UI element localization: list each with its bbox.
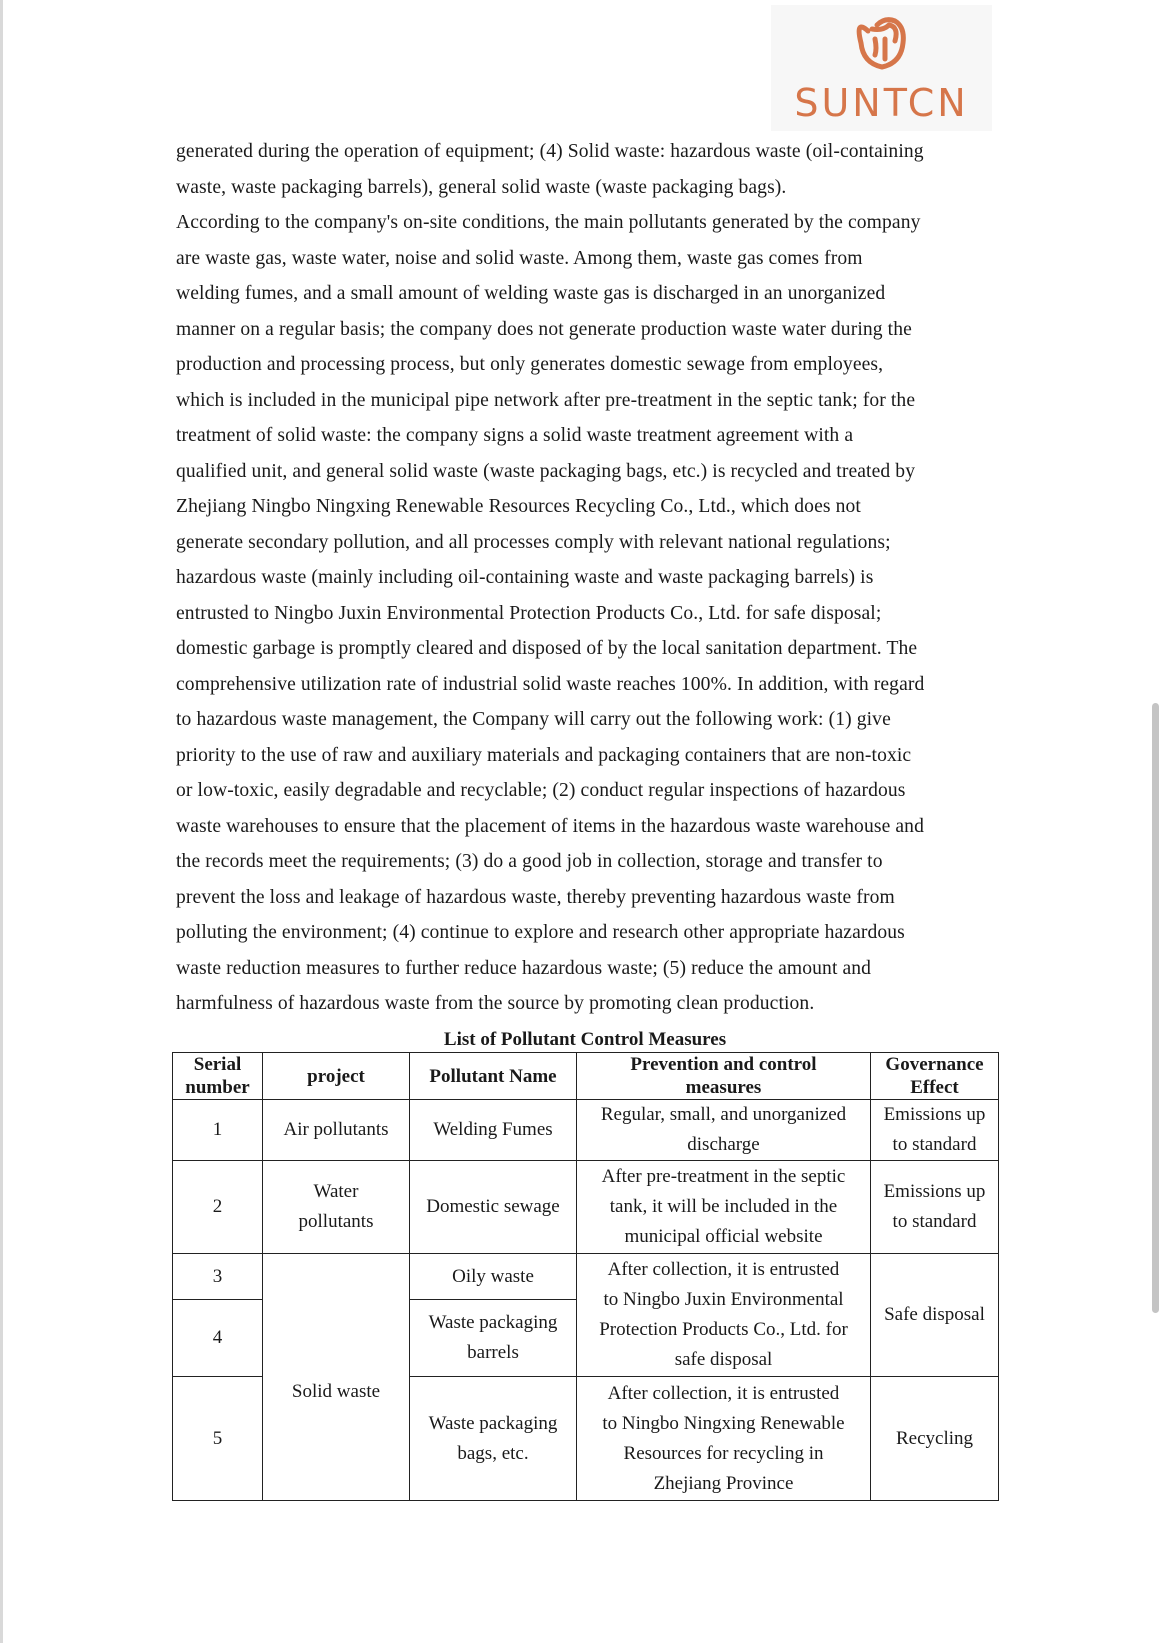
header-serial-number: Serial number: [173, 1053, 263, 1100]
text-line: treatment of solid waste: the company signs a solid waste treatment agreement with a: [176, 425, 854, 446]
table-header-row: [173, 1053, 999, 1100]
logo-wordmark: SUNTCN: [794, 81, 969, 125]
cell-prevention: After pre-treatment in the septic tank, it will be included in the municipal official website: [577, 1161, 871, 1254]
header-governance-effect: Governance Effect: [871, 1053, 999, 1100]
text-line: or low-toxic, easily degradable and recyclable; (2) conduct regular inspections of hazardous: [176, 780, 906, 801]
text-line: entrusted to Ningbo Juxin Environmental Protection Products Co., Ltd. for safe disposal;: [176, 602, 882, 624]
cell-serial: 3: [173, 1254, 263, 1300]
header-project: project: [263, 1053, 410, 1100]
text-line: According to the company's on-site conditions, the main pollutants generated by the company: [176, 212, 921, 233]
cell-serial: 1: [173, 1100, 263, 1161]
pollutant-measures-table: [172, 1052, 999, 1501]
body-paragraph: [176, 134, 1006, 1022]
text-line: polluting the environment; (4) continue to explore and research other appropriate hazardous: [176, 922, 905, 943]
header-prevention-measures: Prevention and control measures: [577, 1053, 871, 1100]
cell-project: Solid waste: [263, 1254, 410, 1501]
cell-pollutant: Waste packaging bags, etc.: [410, 1377, 577, 1501]
cell-serial: 4: [173, 1300, 263, 1377]
cell-project: Water pollutants: [263, 1161, 410, 1254]
cell-effect: Recycling: [871, 1377, 999, 1501]
header-pollutant-name: Pollutant Name: [410, 1053, 577, 1100]
text-line: the records meet the requirements; (3) do a good job in collection, storage and transfer to: [176, 851, 883, 872]
text-line: waste, waste packaging barrels), general solid waste (waste packaging bags).: [176, 176, 787, 198]
cell-effect: Emissions up to standard: [871, 1100, 999, 1161]
text-line: are waste gas, waste water, noise and solid waste. Among them, waste gas comes from: [176, 247, 863, 269]
text-line: which is included in the municipal pipe network after pre-treatment in the septic tank; for the: [176, 389, 916, 411]
text-line: hazardous waste (mainly including oil-containing waste and waste packaging barrels) is: [176, 567, 874, 588]
text-line: Zhejiang Ningbo Ningxing Renewable Resources Recycling Co., Ltd., which does not: [176, 496, 861, 517]
text-line: to hazardous waste management, the Company will carry out the following work: (1) give: [176, 709, 891, 730]
cell-pollutant: Welding Fumes: [410, 1100, 577, 1161]
cell-pollutant: Oily waste: [410, 1254, 577, 1300]
table-row: [173, 1100, 999, 1161]
cell-prevention: After collection, it is entrusted to Ningbo Ningxing Renewable Resources for recycling in Zhejiang Province: [577, 1377, 871, 1501]
cell-effect: Emissions up to standard: [871, 1161, 999, 1254]
vertical-scrollbar[interactable]: [1152, 703, 1159, 1313]
text-line: waste reduction measures to further reduce hazardous waste; (5) reduce the amount and: [176, 957, 872, 979]
cell-serial: 2: [173, 1161, 263, 1254]
page-left-edge: [0, 0, 3, 1643]
text-line: waste warehouses to ensure that the placement of items in the hazardous waste warehouse and: [176, 815, 924, 837]
cell-prevention: After collection, it is entrusted to Ningbo Juxin Environmental Protection Products Co., Ltd. for safe disposal: [577, 1254, 871, 1377]
text-line: priority to the use of raw and auxiliary materials and packaging containers that are non-toxic: [176, 744, 912, 766]
text-line: welding fumes, and a small amount of welding waste gas is discharged in an unorganized: [176, 283, 886, 304]
text-line: domestic garbage is promptly cleared and disposed of by the local sanitation department. The: [176, 638, 918, 659]
text-line: harmfulness of hazardous waste from the source by promoting clean production.: [176, 993, 815, 1014]
text-line: manner on a regular basis; the company does not generate production waste water during the: [176, 318, 912, 340]
cell-serial: 5: [173, 1377, 263, 1501]
text-line: comprehensive utilization rate of industrial solid waste reaches 100%. In addition, with regard: [176, 673, 925, 695]
cell-pollutant: Waste packaging barrels: [410, 1300, 577, 1377]
cell-prevention: Regular, small, and unorganized discharge: [577, 1100, 871, 1161]
text-line: prevent the loss and leakage of hazardous waste, thereby preventing hazardous waste from: [176, 886, 895, 908]
table-row: [173, 1254, 999, 1300]
text-line: qualified unit, and general solid waste (waste packaging bags, etc.) is recycled and treated by: [176, 460, 916, 482]
text-line: generate secondary pollution, and all processes comply with relevant national regulations;: [176, 531, 891, 553]
table-title: List of Pollutant Control Measures: [443, 1029, 727, 1050]
cell-effect: Safe disposal: [871, 1254, 999, 1377]
company-logo: [771, 5, 992, 131]
cell-pollutant: Domestic sewage: [410, 1161, 577, 1254]
cell-project: Air pollutants: [263, 1100, 410, 1161]
table-row: [173, 1161, 999, 1254]
text-line: generated during the operation of equipment; (4) Solid waste: hazardous waste (oil-containing: [176, 141, 924, 162]
text-line: production and processing process, but only generates domestic sewage from employees,: [176, 354, 884, 375]
